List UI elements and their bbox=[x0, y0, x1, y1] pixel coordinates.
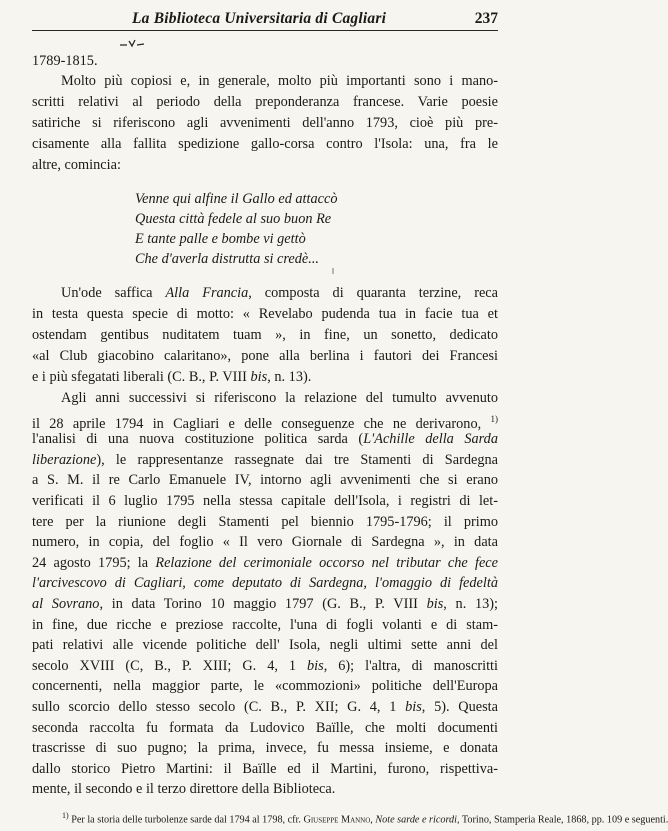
text-line: satiriche si riferiscono agli avvenimenti dell'anno 1793, cioè più pre- bbox=[32, 115, 498, 131]
text-line: dallo storico Pietro Martini: il Baïlle ed il Martini, furono, rispettiva- bbox=[32, 760, 498, 777]
text-line: Agli anni successivi si riferiscono la relazione del tumulto avvenuto bbox=[61, 390, 498, 406]
text-line: sullo scorcio dello stesso secolo (C. B., P. XII; G. 4, 1 bis, 5). Questa bbox=[32, 699, 498, 715]
text-line: verificati il 6 luglio 1795 nella stessa capitale dell'Isola, i registri di let- bbox=[32, 493, 498, 509]
text-line: altre, comincia: bbox=[32, 157, 121, 173]
text-line: mente, il secondo e il terzo direttore della Biblioteca. bbox=[32, 781, 336, 798]
running-header-title: La Biblioteca Universitaria di Cagliari bbox=[132, 10, 387, 27]
text-line: l'arcivescovo di Cagliari, come deputato di Sardegna, l'omaggio di fedeltà bbox=[32, 575, 498, 592]
text-line: concernenti, nella maggior parte, le «commozioni» politiche dell'Europa bbox=[32, 678, 498, 695]
text-line: seconda raccolta fu formata da Ludovico Baïlle, che molti documenti bbox=[32, 719, 498, 736]
text-line: Molto più copiosi e, in generale, molto più importanti sono i mano- bbox=[61, 73, 498, 89]
page-number: 237 bbox=[474, 10, 498, 27]
footnote-book-title: Note sarde e ricordi bbox=[375, 814, 457, 826]
text-line: numero, in copia, del foglio « Il vero Giornale di Sardegna », in data bbox=[32, 534, 498, 551]
text-line: ostendam gentibus nuditatem tuam », in fine, un sonetto, dedicato bbox=[32, 327, 498, 343]
text-line: a S. M. il re Carlo Emanuele IV, intorno agli avvenimenti che si erano bbox=[32, 472, 498, 489]
text-line: al Sovrano, in data Torino 10 maggio 1797 (G. B., P. VIII bis, n. 13); bbox=[32, 596, 498, 612]
ink-smudge-mark bbox=[118, 38, 146, 47]
text-line: in testa questa specie di motto: « Revelabo pudenda tua in facie tua et bbox=[32, 306, 498, 322]
text-line: trascrisse di suo pugno; la prima, invece, fu messa insieme, e donata bbox=[32, 740, 498, 757]
footnote-marker: 1) bbox=[62, 811, 69, 820]
text-line: tere per la riunione degli Stamenti pel biennio 1795-1796; il primo bbox=[32, 513, 498, 530]
footnote-reference: 1) bbox=[490, 413, 498, 424]
text-line: 24 agosto 1795; la Relazione del cerimoniale occorso nel tributar che fece bbox=[32, 554, 498, 571]
print-speck bbox=[332, 268, 334, 274]
text-line: liberazione), le rappresentanze rassegnate dai tre Stamenti di Sardegna bbox=[32, 451, 498, 468]
text-line: e i più sfegatati liberali (C. B., P. VIII bis, n. 13). bbox=[32, 369, 312, 385]
verse-line: Che d'averla distrutta si credè... bbox=[135, 251, 319, 267]
text-line: il 28 aprile 1794 in Cagliari e delle conseguenze che ne derivarono, $^{1)}$ bbox=[32, 413, 498, 432]
running-header bbox=[32, 8, 498, 31]
text-line: secolo XVIII (C, B., P. XIII; G. 4, 1 bis, 6); l'altra, di manoscritti bbox=[32, 657, 498, 674]
footnote-author: Giuseppe Manno bbox=[303, 814, 371, 826]
text-line: cisamente alla fallita spedizione gallo-corsa contro l'Isola: una, fra le bbox=[32, 136, 498, 152]
text-line: scritti relativi al periodo della preponderanza francese. Varie poesie bbox=[32, 94, 498, 110]
text-line: «al Club giacobino calaritano», pone alla berlina i fautori dei Francesi bbox=[32, 348, 498, 364]
text-line: in fine, due ricche e preziose raccolte, l'una di fogli volanti e di stam- bbox=[32, 616, 498, 633]
verse-line: Questa città fedele al suo buon Re bbox=[135, 211, 332, 227]
verse-line: E tante palle e bombe vi gettò bbox=[135, 231, 306, 247]
text-line: pati relativi alle vicende politiche dell' Isola, negli ultimi sette anni del bbox=[32, 637, 498, 654]
text-line: 1789-1815. bbox=[32, 53, 98, 69]
verse-line: Venne qui alfine il Gallo ed attaccò bbox=[135, 191, 338, 207]
text-line: l'analisi di una nuova costituzione politica sarda (L'Achille della Sarda bbox=[32, 431, 498, 448]
text-line: Un'ode saffica Alla Francia, composta di quaranta terzine, reca bbox=[61, 285, 498, 301]
footnote: $^{1)}$ Per la storia delle turbolenze sarde dal 1794 al 1798, cfr. Giuseppe Manno, Note sarde e ricordi, Torino, Stamperia Reale, 1868, pp. 109 e seguenti. bbox=[62, 811, 668, 826]
